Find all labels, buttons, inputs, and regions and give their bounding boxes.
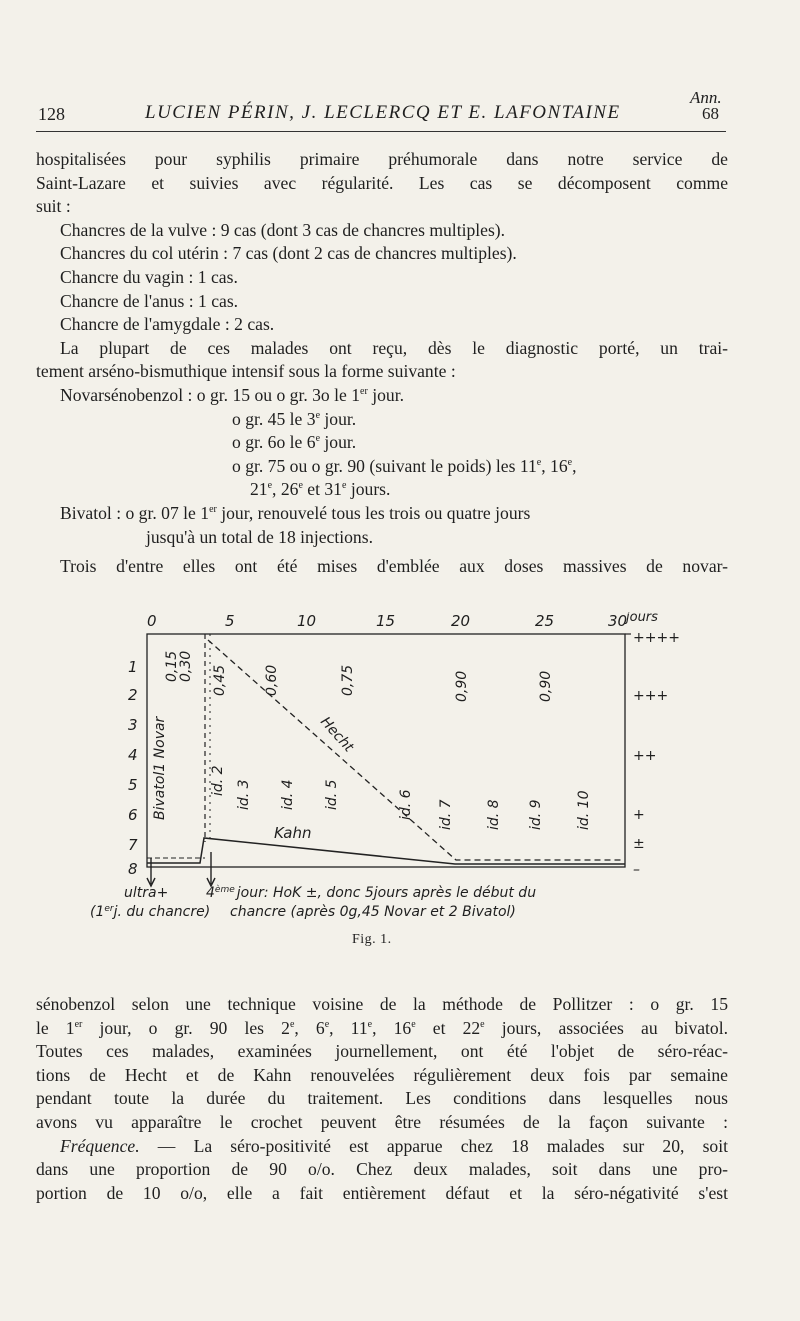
hecht-label: Hecht	[317, 713, 357, 756]
bivatol-line: jusqu'à un total de 18 injections.	[146, 526, 373, 547]
x-tick-label: 0	[147, 612, 157, 630]
text-line: La plupart de ces malades ont reçu, dès le diagnostic porté, un trai-	[60, 337, 728, 358]
case-line: Chancres du col utérin : 7 cas (dont 2 cas de chancres multiples).	[60, 243, 517, 264]
text-line: sénobenzol selon une technique voisine de la méthode de Pollitzer : o gr. 15	[36, 994, 728, 1014]
dose-line: o gr. 75 ou o gr. 90 (suivant le poids) les 11e, 16e,	[232, 455, 577, 476]
id-label: id. 8	[486, 799, 502, 830]
case-line: Chancre de l'amygdale : 2 cas.	[60, 314, 275, 335]
case-line: Chancres de la vulve : 9 cas (dont 3 cas de chancres multiples).	[60, 219, 506, 240]
x-tick-label: 15	[376, 612, 396, 630]
running-head-authors: LUCIEN PÉRIN, J. LECLERCQ ET E. LAFONTAINE	[145, 102, 621, 123]
dose-label: 0,15	[164, 650, 180, 682]
text-line: Saint-Lazare et suivies avec régularité. Les cas se décomposent comme	[36, 172, 728, 193]
fourth-day-note-cont: chancre (après 0g,45 Novar et 2 Bivatol)	[230, 904, 516, 920]
x-tick-label: 10	[297, 612, 317, 630]
case-line: Chancre du vagin : 1 cas.	[60, 266, 238, 287]
y-tick-label: 6	[128, 806, 138, 824]
dose-line: o gr. 6o le 6e jour.	[232, 432, 357, 453]
text-line: suit :	[36, 196, 71, 217]
fourth-day-note: 4ème jour: HoK ±, donc 5jours après le début du	[206, 885, 537, 901]
id-label: id. 9	[528, 799, 544, 830]
x-tick-label: 20	[451, 612, 471, 630]
dose-line: 21e, 26e et 31e jours.	[250, 479, 391, 500]
text-line: Toutes ces malades, examinées journellement, ont été l'objet de séro-réac-	[36, 1041, 728, 1062]
dose-line: Novarsénobenzol : o gr. 15 ou o gr. 3o le 1er jour.	[60, 384, 404, 405]
right-scale-label: –	[633, 862, 640, 878]
first-day-label: (1erj. du chancre)	[90, 904, 211, 920]
right-scale-label: ++++	[633, 630, 680, 646]
x-tick-label: 30	[608, 612, 628, 630]
text-line: avons vu apparaître le crochet peuvent être résumées de la façon suivante :	[36, 1111, 728, 1132]
dose-label: 0,75	[340, 664, 356, 696]
dose-label: 0,90	[538, 670, 554, 702]
right-scale-label: ±	[633, 836, 645, 852]
kahn-curve	[147, 838, 625, 864]
y-tick-label: 2	[128, 686, 138, 704]
id-label: id. 5	[324, 779, 340, 810]
id-label: id. 3	[236, 779, 252, 810]
dose-line: o gr. 45 le 3e jour.	[232, 408, 357, 429]
bottom-paragraph	[36, 993, 728, 1205]
right-scale-label: +++	[633, 688, 669, 704]
y-tick-label: 7	[128, 836, 138, 854]
right-scale-label: ++	[633, 748, 657, 764]
text-line: hospitalisées pour syphilis primaire préhumorale dans notre service de	[36, 149, 728, 169]
serology-chart	[90, 612, 750, 932]
text-line: tement arséno-bismuthique intensif sous la forme suivante :	[36, 361, 456, 382]
text-line: Trois d'entre elles ont été mises d'emblée aux doses massives de novar-	[60, 556, 728, 577]
figure-1	[90, 612, 750, 937]
kahn-label: Kahn	[274, 824, 312, 842]
case-line: Chancre de l'anus : 1 cas.	[60, 290, 239, 311]
id-label: id. 6	[398, 789, 414, 820]
header-ann: Ann.	[690, 88, 722, 107]
header-rule	[36, 131, 726, 132]
id-label: id. 10	[576, 790, 592, 830]
text-line: tions de Hecht et de Kahn renouvelées régulièrement deux fois par semaine	[36, 1064, 728, 1085]
y-tick-label: 1	[128, 658, 138, 676]
id-label: id. 2	[210, 765, 226, 796]
y-tick-label: 4	[128, 746, 138, 764]
volume-number: 68	[702, 104, 719, 123]
id-label: id. 4	[280, 779, 296, 810]
y-tick-label: 8	[128, 860, 138, 878]
y-tick-label: 5	[128, 776, 138, 794]
dose-label: 0,90	[454, 670, 470, 702]
figure-caption: Fig. 1.	[352, 932, 392, 947]
ultra-positive-label: ultra+	[124, 885, 169, 901]
bivatol-line: Bivatol : o gr. 07 le 1er jour, renouvelé tous les trois ou quatre jours	[60, 502, 531, 523]
y-tick-label: 3	[128, 716, 138, 734]
text-line: pendant toute la durée du traitement. Les conditions dans lesquelles nous	[36, 1088, 728, 1109]
x-unit-label: jours	[626, 612, 658, 625]
text-line: le 1er jour, o gr. 90 les 2e, 6e, 11e, 16e et 22e jours, associées au bivatol.	[36, 1017, 728, 1038]
text-line: Fréquence. — La séro-positivité est apparue chez 18 malades sur 20, soit	[60, 1135, 728, 1156]
right-scale-label: +	[633, 807, 645, 823]
x-tick-label: 5	[225, 612, 235, 630]
dose-label: 0,30	[178, 650, 194, 682]
text-line: dans une proportion de 90 o/o. Chez deux malades, soit dans une pro-	[36, 1159, 728, 1180]
text-line: portion de 10 o/o, elle a fait entièrement défaut et la séro-négativité s'est	[36, 1182, 728, 1203]
dose-label: 0,45	[212, 664, 228, 696]
bivatol-novar-label: Bivatol1 Novar	[152, 716, 168, 820]
top-paragraph	[36, 148, 728, 579]
page-number: 128	[38, 104, 65, 124]
x-tick-label: 25	[535, 612, 555, 630]
dose-label: 0,60	[264, 664, 280, 696]
id-label: id. 7	[438, 799, 454, 830]
